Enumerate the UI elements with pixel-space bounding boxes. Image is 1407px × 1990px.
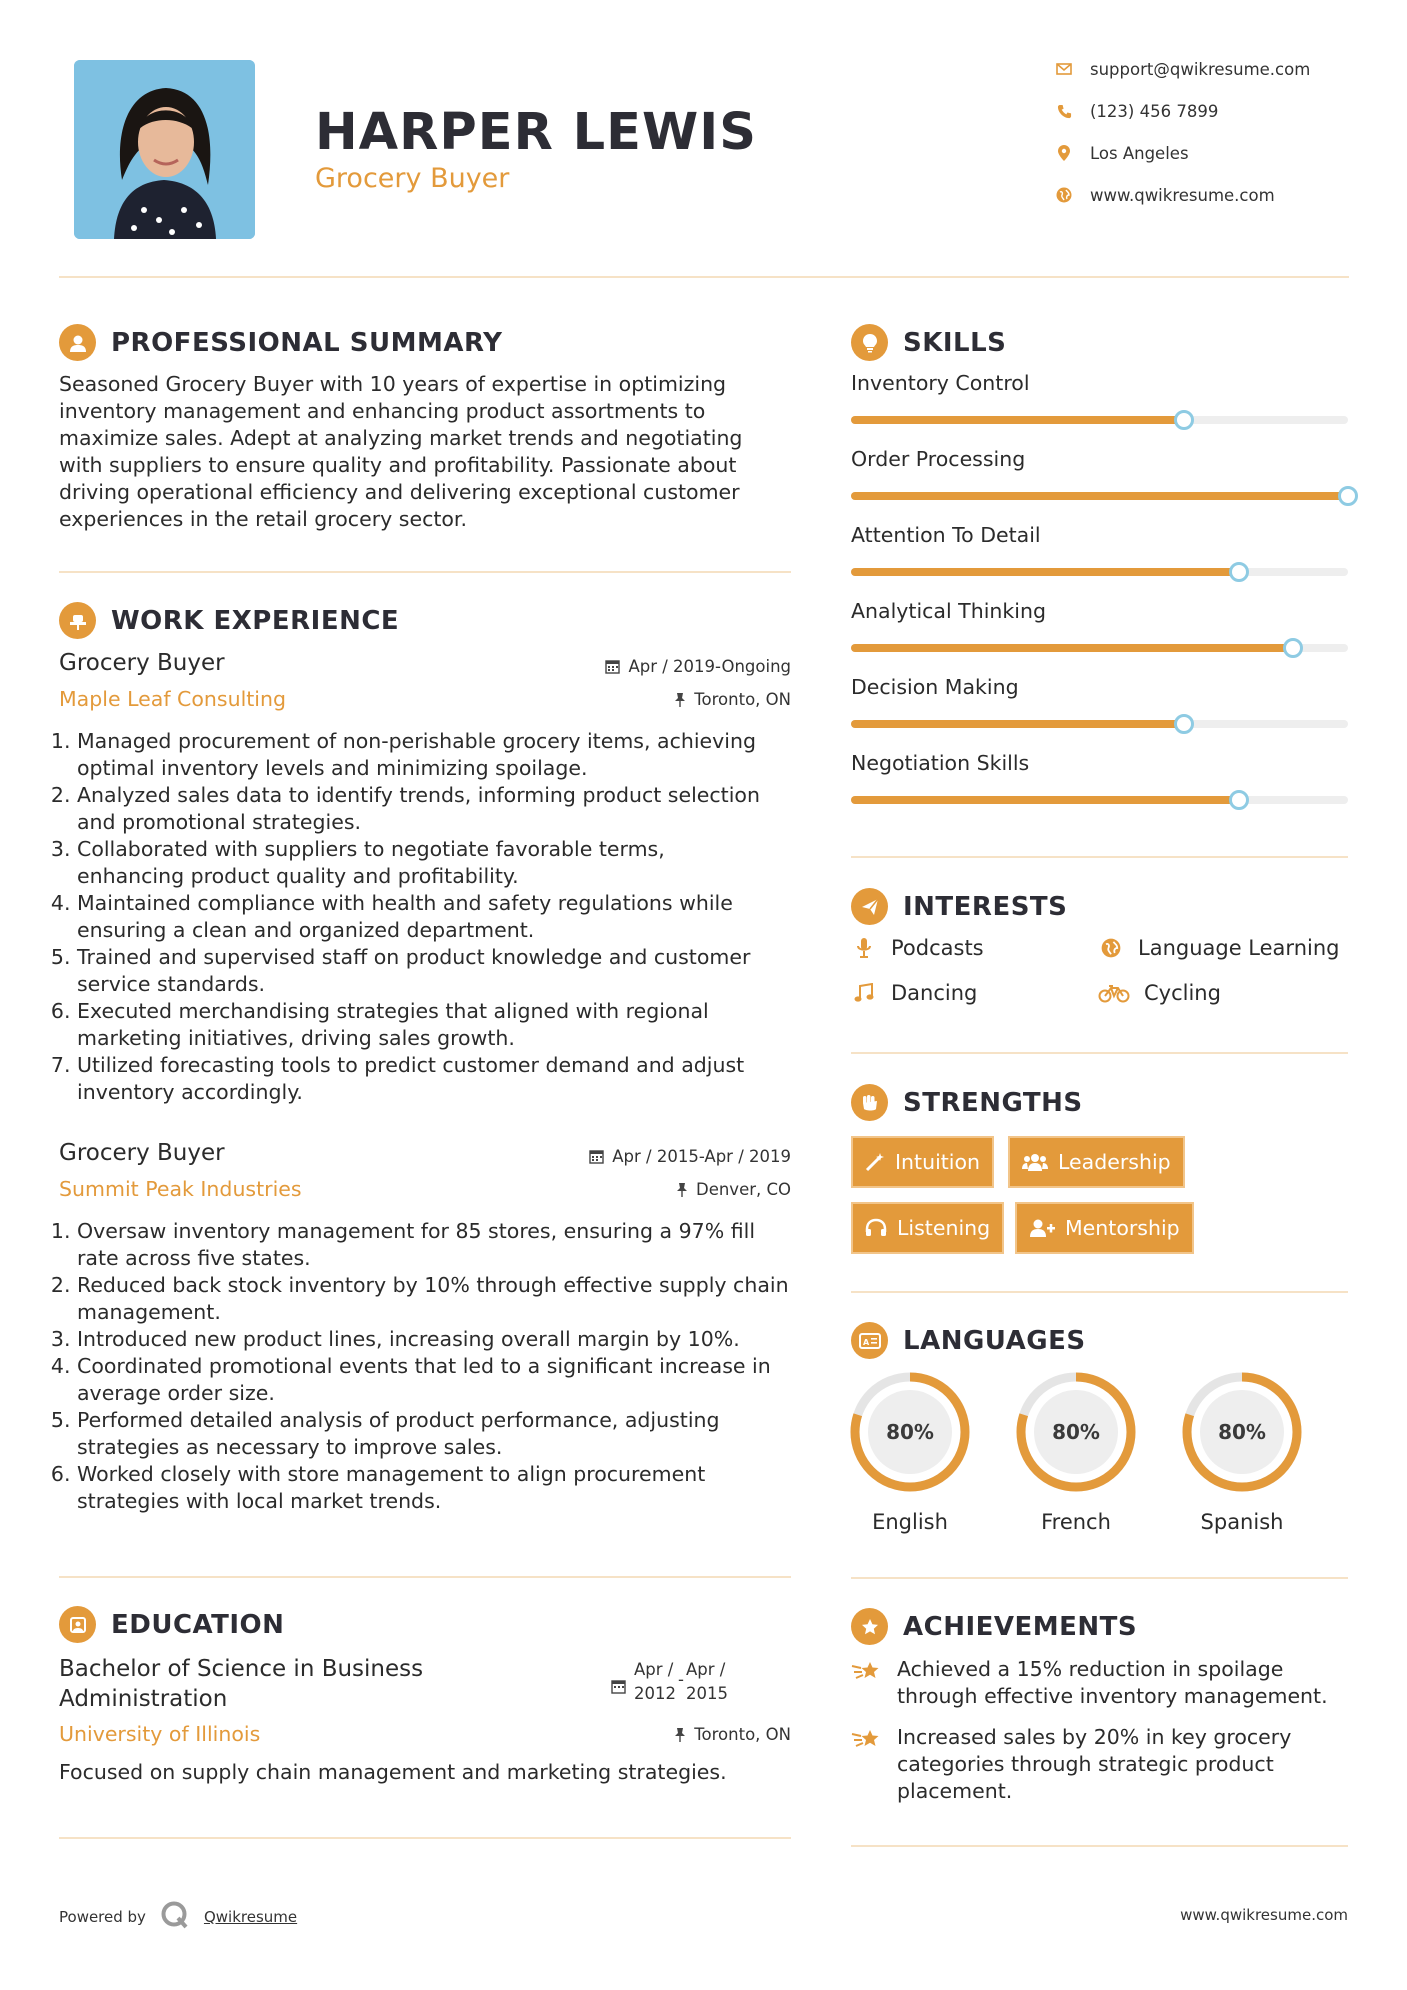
phone-icon: [1053, 100, 1075, 122]
list-item: 1. Managed procurement of non-perishable grocery items, achieving optimal inventory levels and minimizing spoilage.: [77, 728, 799, 782]
skill-bar-track: [851, 568, 1348, 576]
shooting-star-icon: [851, 1724, 887, 1805]
candidate-role: Grocery Buyer: [315, 163, 510, 194]
contact-email[interactable]: [1053, 58, 1310, 80]
skill-label: Attention To Detail: [851, 523, 1041, 547]
interest-label: Podcasts: [891, 936, 984, 960]
achievement-item: [851, 1724, 1361, 1805]
skill-bar-knob: [1338, 486, 1358, 506]
calendar-icon: [611, 1679, 626, 1694]
job-1-title: Grocery Buyer: [59, 650, 225, 676]
list-item: 4. Maintained compliance with health and safety regulations while ensuring a clean and organized department.: [77, 890, 799, 944]
fist-icon: [851, 1084, 888, 1121]
user-icon: [59, 324, 96, 361]
microphone-icon: [851, 937, 877, 959]
job-2-location: [676, 1180, 791, 1199]
section-achievements-title: ACHIEVEMENTS: [903, 1611, 1138, 1642]
skill-bar-knob: [1174, 714, 1194, 734]
skill-label: Inventory Control: [851, 371, 1030, 395]
skill-bar-fill: [851, 644, 1293, 652]
job-1-responsibilities: [59, 728, 799, 1106]
qwikresume-logo-icon: [160, 1900, 190, 1934]
strength-listening: [851, 1202, 1004, 1254]
star-badge-icon: [851, 1608, 888, 1645]
summary-line: maximize sales. Adept at analyzing market trends and negotiating: [59, 426, 743, 450]
interest-label: Language Learning: [1138, 936, 1340, 960]
education-degree: [59, 1654, 423, 1714]
users-icon: [1022, 1152, 1048, 1172]
envelope-icon: [1053, 58, 1075, 80]
contact-phone[interactable]: [1053, 100, 1218, 122]
skill-label: Negotiation Skills: [851, 751, 1030, 775]
education-date: Apr / 2012 - Apr / 2015: [611, 1666, 728, 1706]
education-degree-line: Bachelor of Science in Business: [59, 1656, 424, 1682]
job-2-title: Grocery Buyer: [59, 1140, 225, 1166]
list-item: 6. Executed merchandising strategies that aligned with regional marketing initiatives, driving sales growth.: [77, 998, 799, 1052]
job-1-date-text: Apr / 2019-Ongoing: [628, 657, 791, 676]
footer-brand-link[interactable]: Qwikresume: [203, 1908, 298, 1926]
job-1-company: Maple Leaf Consulting: [59, 687, 287, 711]
shooting-star-icon: [851, 1656, 887, 1710]
section-summary-title: PROFESSIONAL SUMMARY: [111, 327, 503, 358]
language-item: [848, 1370, 972, 1534]
section-skills-title: SKILLS: [903, 327, 1007, 358]
skill-bar-knob: [1229, 562, 1249, 582]
lightbulb-icon: [851, 324, 888, 361]
experience-divider: [59, 1576, 791, 1578]
strength-mentorship: [1015, 1202, 1194, 1254]
paper-plane-icon: [851, 888, 888, 925]
interest-podcasts: [851, 936, 984, 960]
skills-divider: [851, 856, 1348, 858]
interests-divider: [851, 1052, 1348, 1054]
contact-email-text: support@qwikresume.com: [1090, 59, 1311, 79]
map-pin-icon: [1053, 142, 1075, 164]
summary-line: driving operational efficiency and delivering exceptional customer: [59, 480, 740, 504]
achievement-text: Achieved a 15% reduction in spoilage through effective inventory management.: [897, 1657, 1328, 1708]
interest-label: Cycling: [1144, 981, 1221, 1005]
list-item: 5. Trained and supervised staff on product knowledge and customer service standards.: [77, 944, 799, 998]
strength-leadership: [1008, 1136, 1185, 1188]
job-1-location-text: Toronto, ON: [694, 690, 791, 709]
list-item: 7. Utilized forecasting tools to predict customer demand and adjust inventory accordingly.: [77, 1052, 799, 1106]
skill-bar-fill: [851, 492, 1348, 500]
job-2-responsibilities: [59, 1218, 799, 1515]
headphones-icon: [865, 1218, 887, 1238]
language-percent: 80%: [1052, 1420, 1100, 1444]
section-education-title: EDUCATION: [111, 1609, 285, 1640]
summary-line: inventory management and enhancing product assortments to: [59, 399, 706, 423]
footer-powered-by: [59, 1900, 297, 1934]
header-divider: [59, 276, 1349, 278]
skill-bar-track: [851, 644, 1348, 652]
skill-bar-track: [851, 416, 1348, 424]
pushpin-icon: [674, 1727, 686, 1742]
skill-bar-track: [851, 796, 1348, 804]
achievement-item: [851, 1656, 1361, 1710]
profile-photo: [74, 60, 255, 239]
interest-language-learning: [1098, 936, 1339, 960]
skill-bar-fill: [851, 568, 1239, 576]
skill-bar-track: [851, 720, 1348, 728]
section-strengths-title: STRENGTHS: [903, 1087, 1083, 1118]
interest-label: Dancing: [891, 981, 978, 1005]
interest-cycling: [1098, 981, 1221, 1005]
job-2-company: Summit Peak Industries: [59, 1177, 302, 1201]
skill-bar-knob: [1283, 638, 1303, 658]
section-experience-heading: [59, 602, 399, 639]
interest-dancing: [851, 981, 977, 1005]
list-item: 6. Worked closely with store management to align procurement strategies with local market trends.: [77, 1461, 799, 1515]
language-item: [1014, 1370, 1138, 1534]
education-degree-line: Administration: [59, 1686, 228, 1712]
contact-website-text: www.qwikresume.com: [1090, 185, 1275, 205]
user-plus-icon: [1029, 1218, 1055, 1238]
skill-label: Decision Making: [851, 675, 1019, 699]
language-name: Spanish: [1200, 1510, 1284, 1534]
education-location: [674, 1725, 791, 1744]
contact-location: [1053, 142, 1189, 164]
skill-label: Order Processing: [851, 447, 1026, 471]
strength-label: Mentorship: [1065, 1216, 1180, 1240]
briefcase-icon: [59, 602, 96, 639]
magic-wand-icon: [865, 1152, 885, 1172]
strength-intuition: [851, 1136, 994, 1188]
skill-bar-knob: [1229, 790, 1249, 810]
calendar-icon: [589, 1149, 604, 1164]
skill-bar-fill: [851, 720, 1184, 728]
music-note-icon: [851, 983, 877, 1003]
language-percent: 80%: [1218, 1420, 1266, 1444]
section-interests-heading: [851, 888, 1067, 925]
list-item: 3. Introduced new product lines, increasing overall margin by 10%.: [77, 1326, 799, 1353]
candidate-name: HARPER LEWIS: [315, 103, 757, 162]
contact-location-text: Los Angeles: [1090, 143, 1189, 163]
globe-icon: [1053, 184, 1075, 206]
section-languages-title: LANGUAGES: [903, 1325, 1086, 1356]
list-item: 2. Reduced back stock inventory by 10% through effective supply chain management.: [77, 1272, 799, 1326]
job-2-date: [589, 1147, 791, 1166]
list-item: 5. Performed detailed analysis of product performance, adjusting strategies as necessary to improve sales.: [77, 1407, 799, 1461]
bicycle-icon: [1098, 983, 1130, 1003]
language-percent: 80%: [886, 1420, 934, 1444]
list-item: 4. Coordinated promotional events that led to a significant increase in average order size.: [77, 1353, 799, 1407]
section-achievements-heading: [851, 1608, 1137, 1645]
education-school: University of Illinois: [59, 1722, 261, 1746]
summary-line: with suppliers to ensure quality and profitability. Passionate about: [59, 453, 737, 477]
footer-url[interactable]: www.qwikresume.com: [1180, 1906, 1348, 1924]
summary-line: Seasoned Grocery Buyer with 10 years of expertise in optimizing: [59, 372, 727, 396]
education-description: Focused on supply chain management and marketing strategies.: [59, 1760, 727, 1784]
skill-bar-track: [851, 492, 1348, 500]
list-item: 3. Collaborated with suppliers to negotiate favorable terms, enhancing product quality and profitability.: [77, 836, 799, 890]
education-location-text: Toronto, ON: [694, 1725, 791, 1744]
section-experience-title: WORK EXPERIENCE: [111, 605, 400, 636]
education-divider: [59, 1837, 791, 1839]
language-ring: [1014, 1370, 1138, 1494]
strength-label: Intuition: [895, 1150, 981, 1174]
section-languages-heading: [851, 1322, 1086, 1359]
skill-bar-knob: [1174, 410, 1194, 430]
language-item: [1180, 1370, 1304, 1534]
powered-by-text: Powered by: [59, 1908, 146, 1926]
svg-text:A: A: [862, 1337, 869, 1347]
language-card-icon: [851, 1322, 888, 1359]
section-interests-title: INTERESTS: [903, 891, 1068, 922]
skill-bar-fill: [851, 416, 1184, 424]
pushpin-icon: [674, 692, 686, 707]
language-ring: [848, 1370, 972, 1494]
contact-phone-text: (123) 456 7899: [1090, 101, 1219, 121]
language-name: English: [872, 1510, 948, 1534]
skill-label: Analytical Thinking: [851, 599, 1046, 623]
section-skills-heading: [851, 324, 1006, 361]
job-2-date-text: Apr / 2015-Apr / 2019: [612, 1147, 791, 1166]
calendar-icon: [605, 659, 620, 674]
list-item: 2. Analyzed sales data to identify trends, informing product selection and promotional strategies.: [77, 782, 799, 836]
job-2-location-text: Denver, CO: [695, 1180, 791, 1199]
achievement-text: Increased sales by 20% in key grocery categories through strategic product placement.: [897, 1725, 1292, 1803]
list-item: 1. Oversaw inventory management for 85 stores, ensuring a 97% fill rate across five states.: [77, 1218, 799, 1272]
skill-bar-fill: [851, 796, 1239, 804]
graduation-icon: [59, 1606, 96, 1643]
job-1-location: [674, 690, 791, 709]
section-summary-heading: [59, 324, 502, 361]
globe-icon: [1098, 938, 1124, 958]
languages-divider: [851, 1577, 1348, 1579]
contact-website[interactable]: [1053, 184, 1275, 206]
section-education-heading: [59, 1606, 284, 1643]
language-name: French: [1041, 1510, 1111, 1534]
strengths-divider: [851, 1291, 1348, 1293]
language-ring: [1180, 1370, 1304, 1494]
pushpin-icon: [676, 1182, 688, 1197]
summary-line: experiences in the retail grocery sector.: [59, 507, 467, 531]
achievements-divider: [851, 1845, 1348, 1847]
summary-divider: [59, 571, 791, 573]
strength-label: Leadership: [1058, 1150, 1171, 1174]
strength-label: Listening: [897, 1216, 991, 1240]
summary-text: [59, 371, 799, 533]
section-strengths-heading: [851, 1084, 1083, 1121]
job-1-date: [605, 657, 791, 676]
